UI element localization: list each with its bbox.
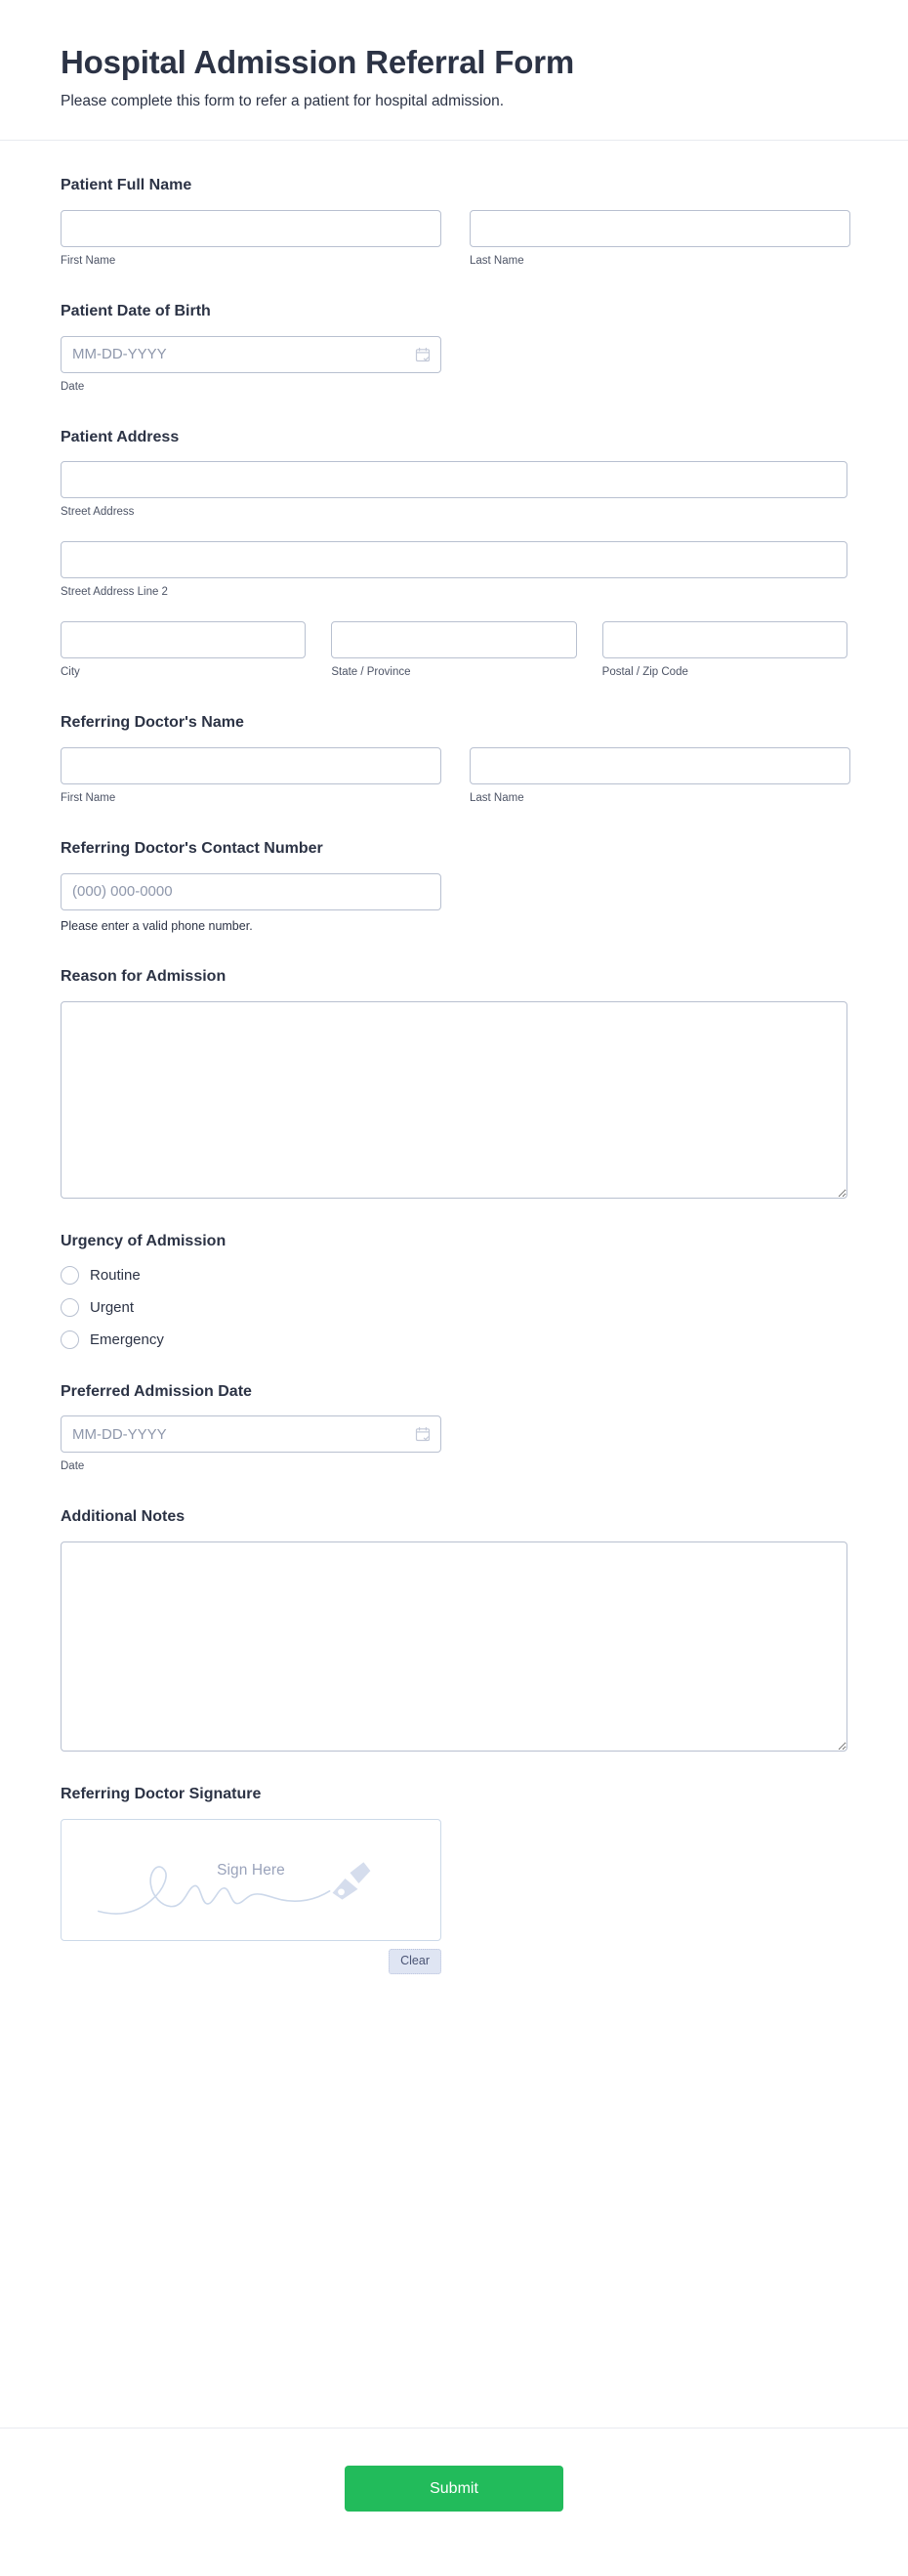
state-province-sublabel: State / Province: [331, 666, 411, 679]
urgency-option-emergency[interactable]: [61, 1330, 847, 1349]
signature-wrap: [61, 1819, 441, 1974]
field-patient-dob: [61, 302, 847, 395]
reason-for-admission-textarea[interactable]: [61, 1001, 847, 1199]
field-doctor-name: [61, 713, 847, 806]
urgency-option-label: Routine: [90, 1266, 141, 1284]
city-sublabel: City: [61, 666, 80, 679]
admission-date-input[interactable]: [61, 1415, 441, 1453]
doctor-first-name-col: [61, 747, 441, 806]
patient-dob-input[interactable]: [61, 336, 441, 373]
field-reason-for-admission: [61, 967, 847, 1199]
patient-last-name-col: [470, 210, 850, 269]
patient-dob-sublabel: Date: [61, 380, 85, 393]
field-label: Patient Address: [61, 428, 180, 445]
field-label: Patient Date of Birth: [61, 302, 211, 319]
field-doctor-phone: [61, 839, 847, 934]
patient-dob-input-wrap: [61, 336, 441, 373]
field-label: Referring Doctor Signature: [61, 1786, 262, 1803]
form-header: [0, 0, 908, 141]
street-address-line2-input[interactable]: [61, 541, 847, 578]
urgency-option-label: Urgent: [90, 1298, 135, 1316]
street-address-sublabel: Street Address: [61, 506, 135, 519]
state-col: [331, 621, 576, 680]
doctor-first-name-input[interactable]: [61, 747, 441, 784]
radio-icon[interactable]: [61, 1266, 79, 1285]
doctor-first-name-sublabel: First Name: [61, 792, 116, 805]
submit-button[interactable]: Submit: [345, 2466, 563, 2512]
street-address-line2-sublabel: Street Address Line 2: [61, 586, 168, 599]
city-state-zip-row: [61, 621, 847, 680]
field-label: Additional Notes: [61, 1508, 186, 1526]
urgency-option-urgent[interactable]: [61, 1298, 847, 1317]
radio-icon[interactable]: [61, 1298, 79, 1317]
urgency-option-routine[interactable]: [61, 1266, 847, 1285]
admission-date-sublabel: Date: [61, 1460, 85, 1473]
doctor-phone-helper-text: Please enter a valid phone number.: [61, 918, 253, 933]
state-province-input[interactable]: [331, 621, 576, 658]
doctor-last-name-sublabel: Last Name: [470, 792, 524, 805]
pen-nib-icon: [333, 1862, 371, 1899]
city-input[interactable]: [61, 621, 306, 658]
field-label: Preferred Admission Date: [61, 1382, 252, 1400]
page-title: Hospital Admission Referral Form: [61, 44, 574, 80]
patient-last-name-input[interactable]: [470, 210, 850, 247]
patient-first-name-input[interactable]: [61, 210, 441, 247]
field-patient-address: [61, 428, 847, 681]
form-body: [0, 141, 908, 2398]
field-label: Referring Doctor's Name: [61, 714, 244, 732]
urgency-option-label: Emergency: [90, 1330, 164, 1348]
zip-col: [602, 621, 847, 680]
city-col: [61, 621, 306, 680]
signature-actions: [61, 1949, 441, 1974]
field-doctor-signature: [61, 1785, 847, 1973]
page-subtitle: Please complete this form to refer a patient for hospital admission.: [61, 93, 505, 110]
postal-zip-input[interactable]: [602, 621, 847, 658]
doctor-name-row: [61, 747, 847, 806]
doctor-phone-input[interactable]: [61, 873, 441, 910]
field-label: Patient Full Name: [61, 177, 192, 194]
field-label: Referring Doctor's Contact Number: [61, 839, 323, 857]
street-address-input[interactable]: [61, 461, 847, 498]
admission-date-input-wrap: [61, 1415, 441, 1453]
signature-pad[interactable]: [61, 1819, 441, 1941]
postal-zip-sublabel: Postal / Zip Code: [601, 666, 688, 679]
name-row: [61, 210, 847, 269]
additional-notes-textarea[interactable]: [61, 1541, 847, 1752]
doctor-last-name-col: [470, 747, 850, 806]
field-label: Urgency of Admission: [61, 1232, 227, 1249]
radio-icon[interactable]: [61, 1330, 79, 1349]
patient-last-name-sublabel: Last Name: [470, 254, 524, 267]
doctor-last-name-input[interactable]: [470, 747, 850, 784]
field-patient-full-name: [61, 176, 847, 269]
signature-placeholder-icon: [62, 1820, 440, 1940]
signature-hint-text: Sign Here: [217, 1861, 285, 1879]
field-preferred-admission-date: [61, 1382, 847, 1475]
field-additional-notes: [61, 1507, 847, 1752]
field-urgency-of-admission: [61, 1232, 847, 1349]
patient-first-name-col: [61, 210, 441, 269]
patient-first-name-sublabel: First Name: [61, 254, 116, 267]
field-label: Reason for Admission: [61, 968, 227, 986]
form-footer: [0, 2428, 908, 2576]
clear-signature-button[interactable]: Clear: [389, 1949, 441, 1974]
urgency-radio-group: [61, 1266, 847, 1349]
